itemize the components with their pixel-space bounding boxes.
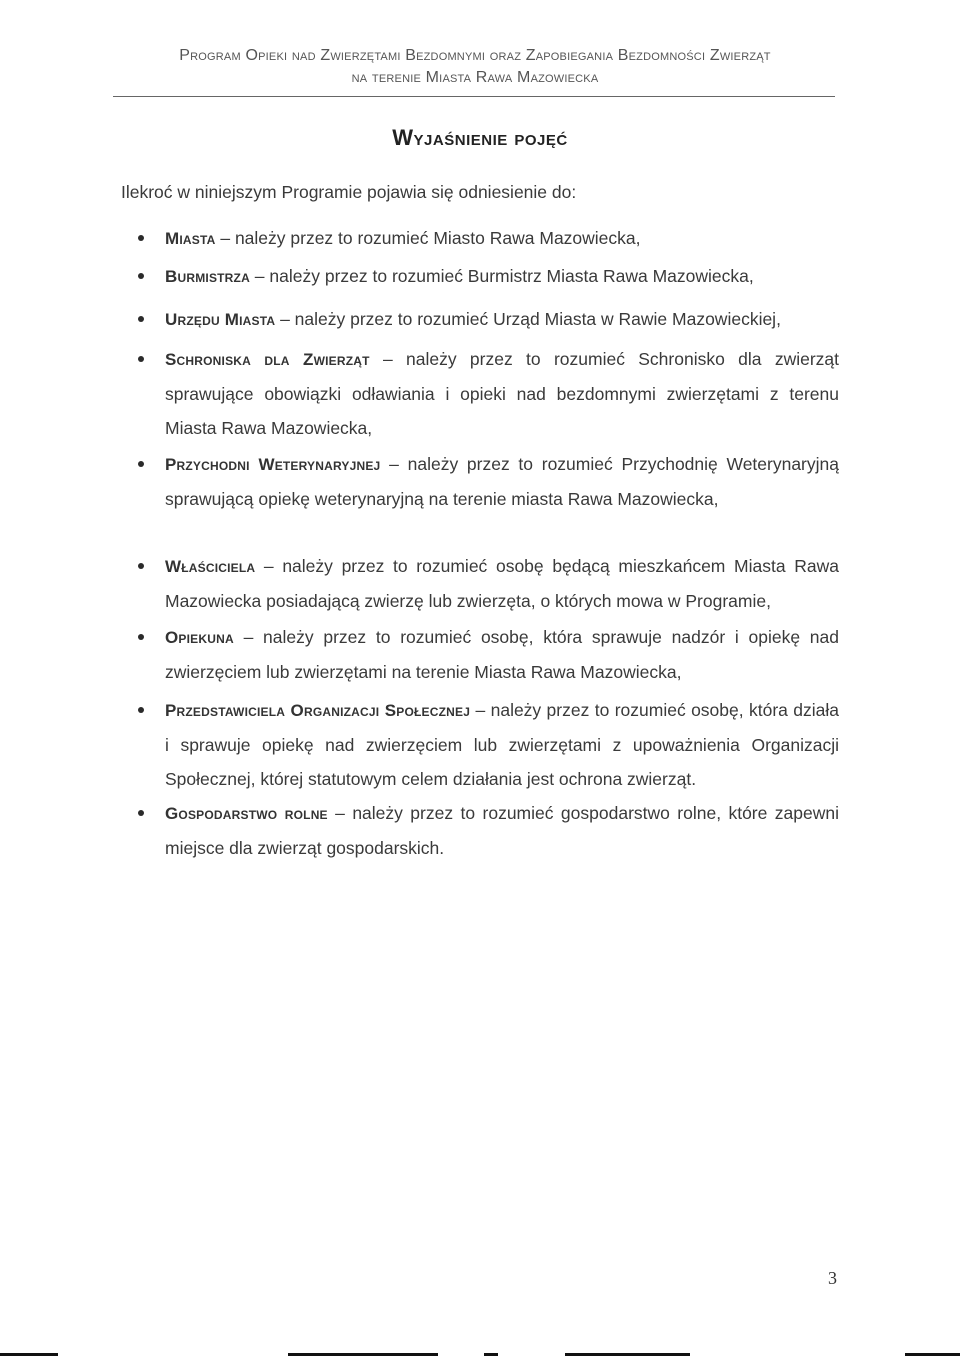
running-header	[100, 45, 850, 89]
scan-edge-mark	[905, 1353, 960, 1356]
definition-item	[165, 342, 839, 445]
definition-item	[165, 221, 839, 256]
scan-edge-mark	[565, 1353, 690, 1356]
definition-item	[165, 693, 839, 796]
definition-text: – należy przez to rozumieć Przychodnię Weterynaryjną sprawującą opiekę weterynaryjną na terenie miasta Rawa Mazowiecka,	[165, 454, 839, 509]
definition-term: Schroniska dla Zwierząt	[165, 350, 370, 369]
bullet-icon	[138, 810, 144, 816]
definition-text: – należy przez to rozumieć Schronisko dla zwierząt sprawujące obowiązki odławiania i opieki nad bezdomnymi zwierzętami z terenu Miasta Rawa Mazowiecka,	[165, 349, 839, 438]
definition-term: Właściciela	[165, 557, 256, 576]
definition-term: Miasta	[165, 229, 216, 248]
definition-text: – należy przez to rozumieć Burmistrz Miasta Rawa Mazowiecka,	[249, 266, 754, 286]
definition-text: – należy przez to rozumieć Miasto Rawa Mazowiecka,	[215, 228, 641, 248]
definition-text: – należy przez to rozumieć osobę, która działa i sprawuje opiekę nad zwierzęciem lub zwierzętami z upoważnienia Organizacji Społecznej, której statutowym celem działania jest ochrona zwierząt.	[165, 700, 839, 789]
definition-term: Opiekuna	[165, 628, 234, 647]
running-header-line-1: Program Opieki nad Zwierzętami Bezdomnymi oraz Zapobiegania Bezdomności Zwierząt	[179, 47, 771, 64]
header-divider	[113, 96, 835, 97]
running-header-line-2: na terenie Miasta Rawa Mazowiecka	[351, 69, 599, 86]
definition-term: Urzędu Miasta	[165, 310, 276, 329]
bullet-icon	[138, 235, 144, 241]
definition-text: – należy przez to rozumieć osobę, która sprawuje nadzór i opiekę nad zwierzęciem lub zwierzętami na terenie Miasta Rawa Mazowiecka,	[165, 627, 839, 682]
bullet-icon	[138, 461, 144, 467]
definition-item	[165, 620, 839, 689]
definition-text: – należy przez to rozumieć Urząd Miasta w Rawie Mazowieckiej,	[275, 309, 781, 329]
definition-item	[165, 302, 839, 337]
definition-text: – należy przez to rozumieć gospodarstwo rolne, które zapewni miejsce dla zwierząt gospodarskich.	[165, 803, 839, 858]
section-title: Wyjaśnienie pojęć	[392, 125, 568, 150]
definition-term: Burmistrza	[165, 267, 250, 286]
definition-term: Przychodni Weterynaryjnej	[165, 455, 381, 474]
page-number: 3	[828, 1268, 837, 1288]
definition-item	[165, 549, 839, 618]
definition-term: Gospodarstwo rolne	[165, 804, 328, 823]
bullet-icon	[138, 273, 144, 279]
bullet-icon	[138, 563, 144, 569]
bullet-icon	[138, 316, 144, 322]
bullet-icon	[138, 356, 144, 362]
scan-edge-mark	[484, 1353, 498, 1356]
scan-edge-mark	[0, 1353, 58, 1356]
definition-term: Przedstawiciela Organizacji Społecznej	[165, 701, 471, 720]
scan-edge-mark	[288, 1353, 438, 1356]
intro-paragraph: Ilekroć w niniejszym Programie pojawia się odniesienie do:	[121, 182, 577, 202]
definition-item	[165, 259, 839, 294]
definition-item	[165, 796, 839, 865]
bullet-icon	[138, 707, 144, 713]
bullet-icon	[138, 634, 144, 640]
definition-text: – należy przez to rozumieć osobę będącą mieszkańcem Miasta Rawa Mazowiecka posiadającą zwierzę lub zwierzęta, o których mowa w Programie,	[165, 556, 839, 611]
definition-item	[165, 447, 839, 516]
